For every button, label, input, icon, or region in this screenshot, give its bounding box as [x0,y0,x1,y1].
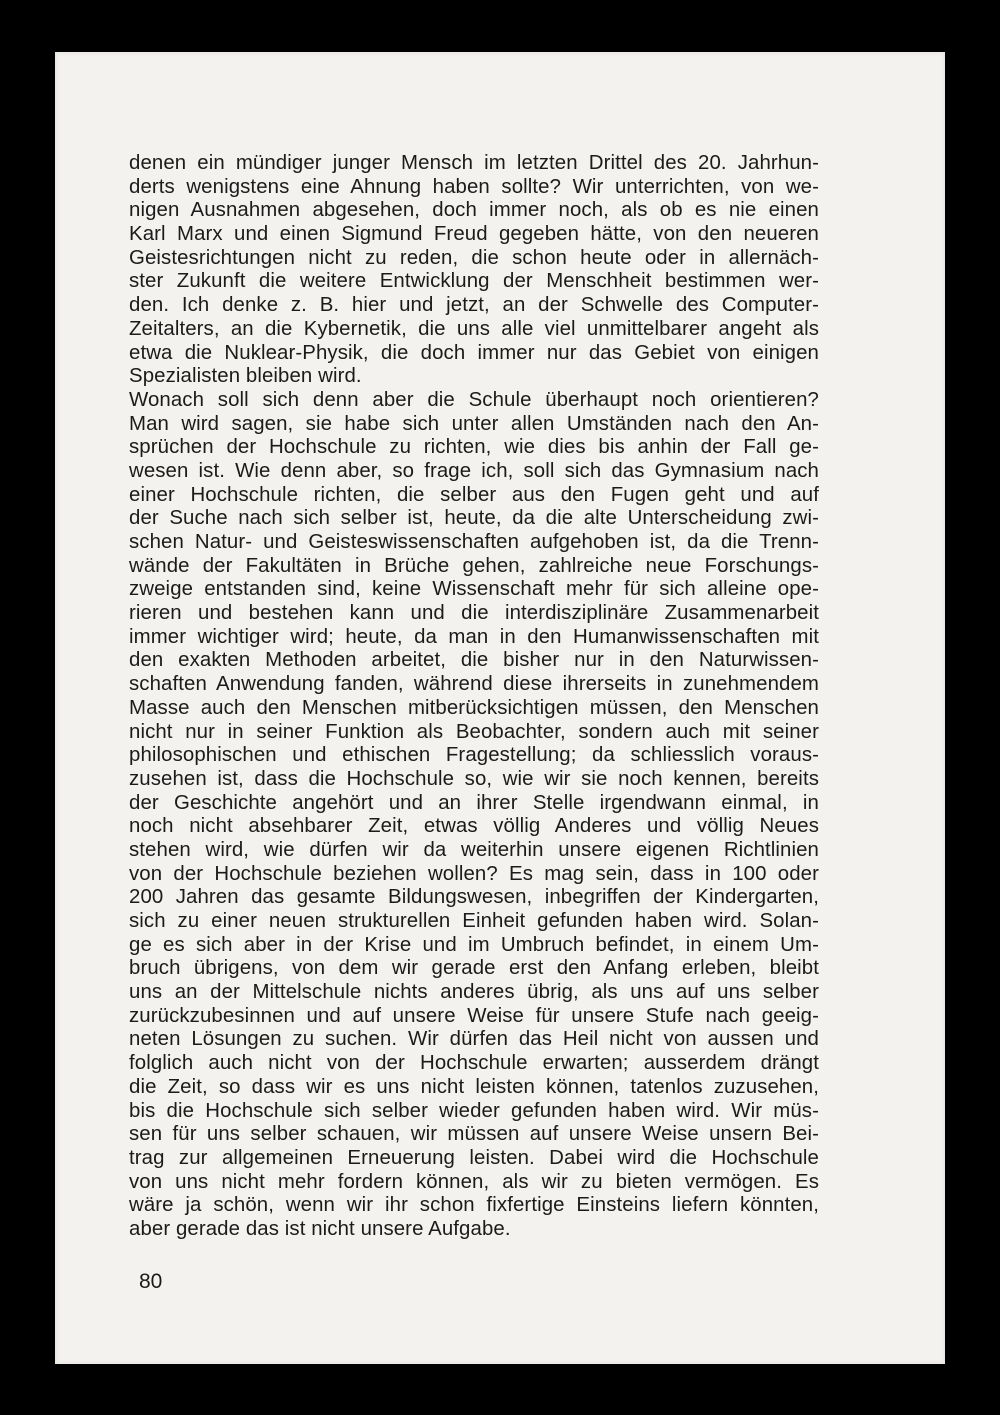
text-line: Geistesrichtungen nicht zu reden, die schon heute oder in allernäch- [129,246,819,269]
text-line: nicht nur in seiner Funktion als Beobachter, sondern auch mit seiner [129,720,819,743]
text-line: neten Lösungen zu suchen. Wir dürfen das Heil nicht von aussen und [129,1028,819,1051]
text-line: wesen ist. Wie denn aber, so frage ich, soll sich das Gymnasium nach [129,459,819,482]
text-line: derts wenigstens eine Ahnung haben sollte? Wir unterrichten, von we- [129,175,819,198]
text-line: zweige entstanden sind, keine Wissenschaft mehr für sich alleine ope- [129,578,819,601]
page-number: 80 [139,1270,163,1293]
text-line: der Geschichte angehört und an ihrer Stelle irgendwann einmal, in [129,791,819,814]
text-line: stehen wird, wie dürfen wir da weiterhin unsere eigenen Richtlinien [129,838,819,861]
text-line: aber gerade das ist nicht unsere Aufgabe. [129,1217,511,1240]
text-line: zurückzubesinnen und auf unsere Weise für unsere Stufe nach geeig- [129,1004,819,1027]
text-line: Karl Marx und einen Sigmund Freud gegeben hätte, von den neueren [129,223,819,246]
text-line: 200 Jahren das gesamte Bildungswesen, inbegriffen der Kindergarten, [129,886,819,909]
text-line: von uns nicht mehr fordern können, als wir zu bieten vermögen. Es [129,1170,819,1193]
text-line: noch nicht absehbarer Zeit, etwas völlig Anderes und völlig Neues [129,815,819,838]
text-line: Wonach soll sich denn aber die Schule überhaupt noch orientieren? [129,388,819,411]
text-line: der Suche nach sich selber ist, heute, da die alte Unterscheidung zwi- [129,507,819,530]
page-sheet [55,52,945,1364]
text-line: von der Hochschule beziehen wollen? Es mag sein, dass in 100 oder [129,862,819,885]
text-line: immer wichtiger wird; heute, da man in den Humanwissenschaften mit [129,625,819,648]
text-line: Zeitalters, an die Kybernetik, die uns alle viel unmittelbarer angeht als [129,317,819,340]
text-line: nigen Ausnahmen abgesehen, doch immer noch, als ob es nie einen [129,199,819,222]
text-line: trag zur allgemeinen Erneuerung leisten. Dabei wird die Hochschule [129,1146,819,1169]
body-text [129,152,819,1242]
text-line: bis die Hochschule sich selber wieder gefunden haben wird. Wir müs- [129,1099,819,1122]
text-line: den. Ich denke z. B. hier und jetzt, an der Schwelle des Computer- [129,294,819,317]
text-line: sen für uns selber schauen, wir müssen auf unsere Weise unsern Bei- [129,1123,819,1146]
text-line: denen ein mündiger junger Mensch im letzten Drittel des 20. Jahrhun- [129,152,819,174]
text-line: folglich auch nicht von der Hochschule erwarten; ausserdem drängt [129,1052,819,1075]
text-line: philosophischen und ethischen Fragestellung; da schliesslich voraus- [129,744,819,767]
text-line: die Zeit, so dass wir es uns nicht leisten können, tatenlos zuzusehen, [129,1075,819,1098]
text-line: sprüchen der Hochschule zu richten, wie dies bis anhin der Fall ge- [129,436,819,459]
text-line: rieren und bestehen kann und die interdisziplinäre Zusammenarbeit [129,602,819,625]
text-line: uns an der Mittelschule nichts anderes übrig, als uns auf uns selber [129,981,819,1004]
text-line: schaften Anwendung fanden, während diese ihrerseits in zunehmendem [129,673,819,696]
text-line: Man wird sagen, sie habe sich unter allen Umständen nach den An- [129,412,819,435]
text-line: bruch übrigens, von dem wir gerade erst den Anfang erleben, bleibt [129,957,819,980]
text-line: Spezialisten bleiben wird. [129,365,362,388]
text-line: sich zu einer neuen strukturellen Einheit gefunden haben wird. Solan- [129,910,819,932]
text-line: etwa die Nuklear-Physik, die doch immer nur das Gebiet von einigen [129,341,819,364]
text-line: schen Natur- und Geisteswissenschaften aufgehoben ist, da die Trenn- [129,531,819,553]
text-line: Masse auch den Menschen mitberücksichtigen müssen, den Menschen [129,696,819,719]
text-line: ge es sich aber in der Krise und im Umbruch befindet, in einem Um- [129,933,819,956]
text-line: den exakten Methoden arbeitet, die bisher nur in den Naturwissen- [129,649,819,672]
text-line: ster Zukunft die weitere Entwicklung der Menschheit bestimmen wer- [129,270,819,293]
text-line: wände der Fakultäten in Brüche gehen, zahlreiche neue Forschungs- [129,554,819,577]
text-line: wäre ja schön, wenn wir ihr schon fixfertige Einsteins liefern könnten, [129,1194,819,1217]
text-line: zusehen ist, dass die Hochschule so, wie wir sie noch kennen, bereits [129,767,819,790]
text-line: einer Hochschule richten, die selber aus den Fugen geht und auf [129,483,819,506]
